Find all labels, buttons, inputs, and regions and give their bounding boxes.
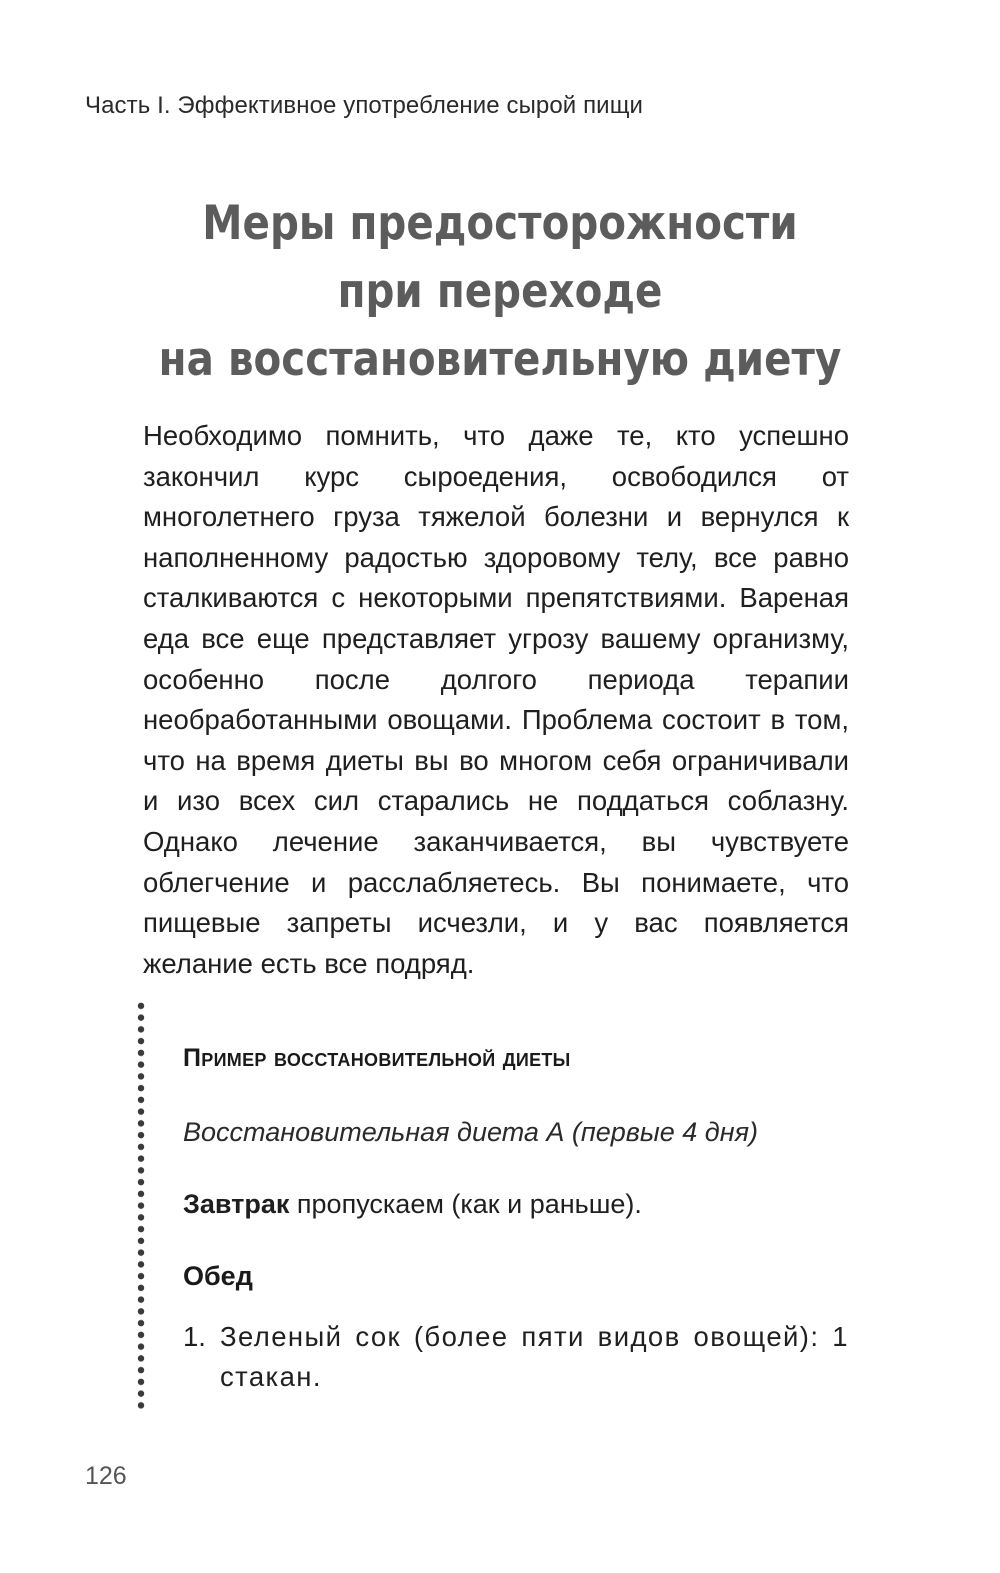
dotted-border [135,1000,147,1412]
breakfast-line [183,1189,642,1220]
title-line: Меры предосторожности [202,196,798,251]
breakfast-label: Завтрак [183,1189,290,1219]
running-head: Часть I. Эффективное употребление сырой пищи [85,92,644,119]
chapter-title [70,190,930,394]
body-paragraph: Необходимо помнить, что даже те, кто успешно закончил курс сыроедения, освободился от многолетнего груза тяжелой болезни и вернулся к наполненному радостью здоровому телу, все равно сталкиваются с некоторыми препятствиями. Вареная еда все еще представляет угрозу вашему организму, особенно после долгого периода терапии необработанными овощами. Проблема состоит в том, что на время диеты вы во многом себя ограничивали и изо всех сил старались не поддаться соблазну. Однако лечение заканчивается, вы чувствуете облегчение и расслабляетесь. Вы понимаете, что пищевые запреты исчезли, и у вас появляется желание есть все подряд. [143,420,849,979]
title-line: на восстановительную диету [158,332,842,387]
list-item-text: Зеленый сок (более пяти видов овощей): 1 стакан. [220,1321,849,1392]
lunch-list [183,1317,849,1397]
page-number: 126 [85,1462,127,1490]
diet-example-box [135,1000,865,1420]
lunch-heading: Обед [183,1261,253,1291]
box-heading: Пример восстановительной диеты [183,1044,571,1072]
box-subtitle: Восстановительная диета А (первые 4 дня) [183,1117,758,1147]
list-item-number: 1. [183,1321,206,1352]
title-line: при переходе [337,264,663,319]
breakfast-text: пропускаем (как и раньше). [289,1189,642,1219]
list-item [183,1317,849,1397]
